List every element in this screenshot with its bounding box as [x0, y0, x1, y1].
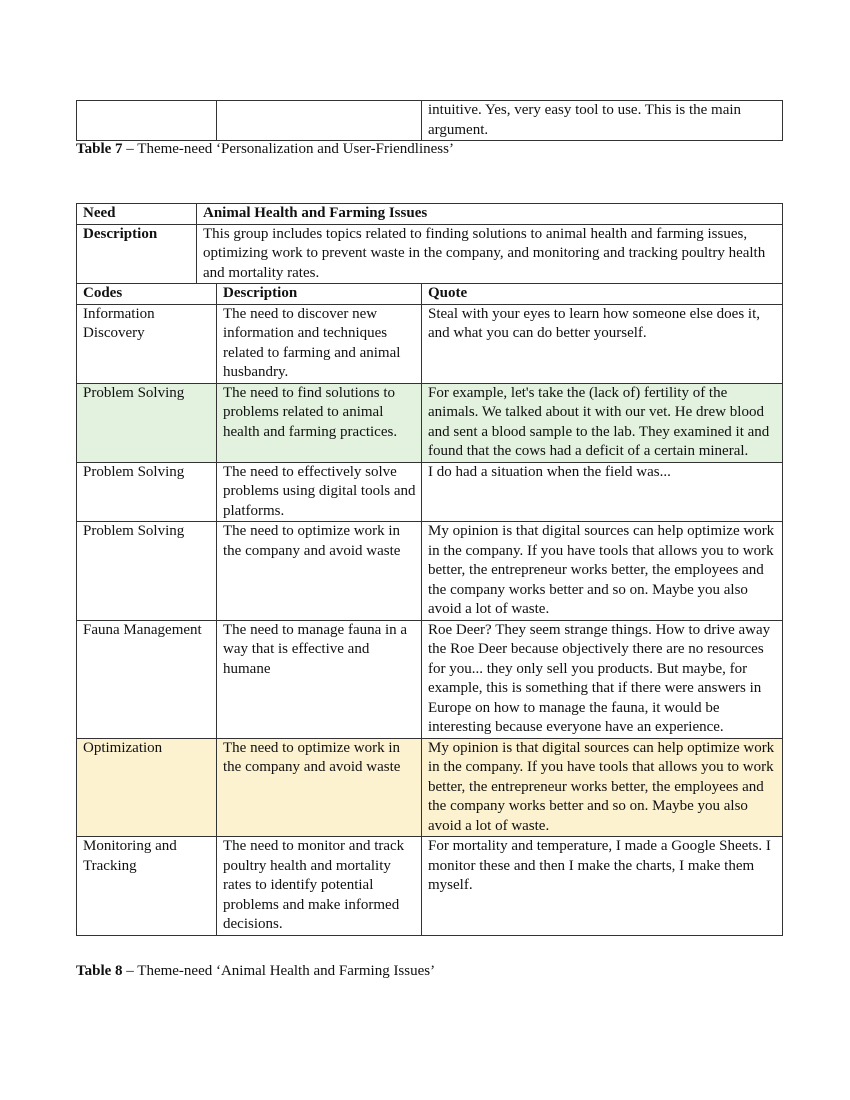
caption-text: – Theme-need ‘Animal Health and Farming Issues’ [122, 963, 436, 979]
table-row [77, 462, 783, 522]
description-cell: The need to manage fauna in a way that is effective and humane [217, 620, 422, 738]
description-cell: The need to effectively solve problems using digital tools and platforms. [217, 462, 422, 522]
table-cell: intuitive. Yes, very easy tool to use. This is the main argument. [422, 101, 783, 141]
table-row [77, 837, 783, 936]
table-row-highlighted [77, 383, 783, 462]
quote-cell: My opinion is that digital sources can help optimize work in the company. If you have tools that allows you to work better, the entrepreneur works better, the employees and the company works better and so on. Maybe you also avoid a lot of waste. [422, 522, 783, 621]
quote-cell: For example, let's take the (lack of) fertility of the animals. We talked about it with our vet. He drew blood and sent a blood sample to the lab. They examined it and found that the cows had a deficit of a certain mineral. [422, 383, 783, 462]
table-cell [77, 101, 217, 141]
description-cell: The need to optimize work in the company and avoid waste [217, 522, 422, 621]
quote-cell: I do had a situation when the field was... [422, 462, 783, 522]
table-row [77, 620, 783, 738]
description-cell: The need to find solutions to problems related to animal health and farming practices. [217, 383, 422, 462]
need-value: Animal Health and Farming Issues [197, 204, 783, 225]
code-cell: Information Discovery [77, 304, 217, 383]
code-cell: Problem Solving [77, 462, 217, 522]
header-row [77, 284, 783, 305]
description-value: This group includes topics related to finding solutions to animal health and farming issues, optimizing work to prevent waste in the company, and monitoring and tracking poultry health and mortality rates. [197, 224, 783, 284]
header-description: Description [217, 284, 422, 305]
code-cell: Fauna Management [77, 620, 217, 738]
table-7-caption [76, 140, 454, 159]
table-row-highlighted [77, 738, 783, 837]
table-cell [217, 101, 422, 141]
description-row [77, 224, 783, 284]
description-cell: The need to optimize work in the company and avoid waste [217, 738, 422, 837]
need-row [77, 204, 783, 225]
caption-label: Table 8 [76, 963, 123, 979]
header-quote: Quote [422, 284, 783, 305]
caption-text: – Theme-need ‘Personalization and User-Friendliness’ [122, 141, 454, 157]
quote-cell: Roe Deer? They seem strange things. How to drive away the Roe Deer because objectively there are no resources for you... they only sell you products. But maybe, for example, this is something that if there were answers in Europe on how to manage the fauna, it would be interesting because everyone have an experience. [422, 620, 783, 738]
code-cell: Optimization [77, 738, 217, 837]
caption-label: Table 7 [76, 141, 123, 157]
table-8-caption [76, 962, 435, 981]
description-cell: The need to discover new information and techniques related to farming and animal husbandry. [217, 304, 422, 383]
quote-cell: For mortality and temperature, I made a Google Sheets. I monitor these and then I make the charts, I make them myself. [422, 837, 783, 936]
table-7 [76, 100, 783, 141]
need-label: Need [77, 204, 197, 225]
table-row [77, 304, 783, 383]
table-row [77, 522, 783, 621]
header-codes: Codes [77, 284, 217, 305]
quote-cell: Steal with your eyes to learn how someone else does it, and what you can do better yourself. [422, 304, 783, 383]
description-cell: The need to monitor and track poultry health and mortality rates to identify potential problems and make informed decisions. [217, 837, 422, 936]
table-row [77, 101, 783, 141]
code-cell: Monitoring and Tracking [77, 837, 217, 936]
table-8 [76, 203, 783, 936]
quote-cell: My opinion is that digital sources can help optimize work in the company. If you have tools that allows you to work better, the entrepreneur works better, the employees and the company works better and so on. Maybe you also avoid a lot of waste. [422, 738, 783, 837]
description-label: Description [77, 224, 197, 284]
code-cell: Problem Solving [77, 522, 217, 621]
code-cell: Problem Solving [77, 383, 217, 462]
